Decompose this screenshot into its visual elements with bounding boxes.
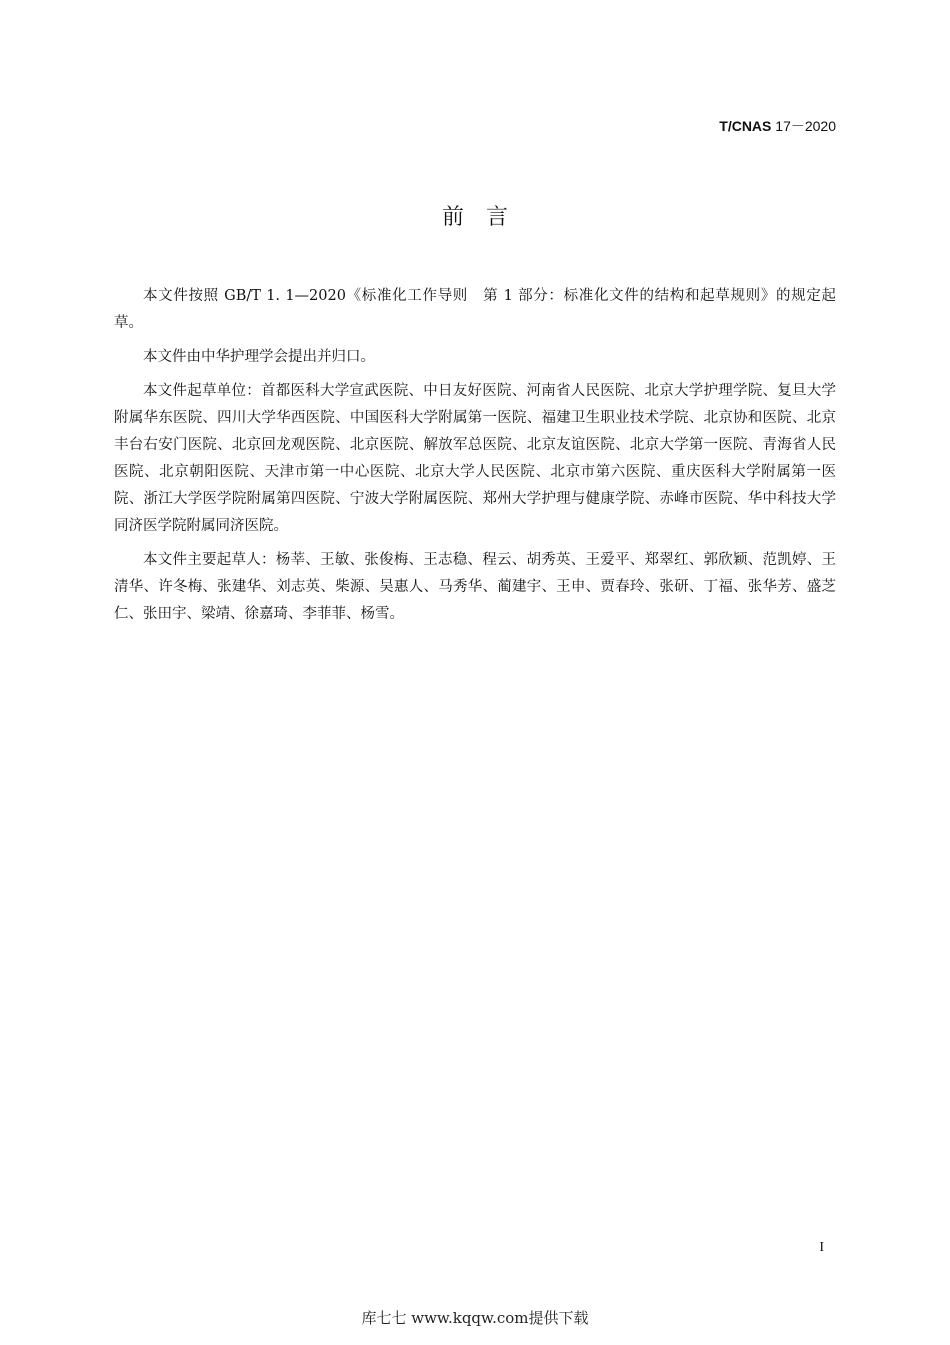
page-title: 前 言 (441, 205, 508, 230)
paragraph-drafting-basis: 本文件按照 GB/T 1. 1—2020《标准化工作导则 第 1 部分：标准化文件的结构和起草规则》的规定起草。 (114, 288, 836, 331)
paragraph-main-drafters: 本文件主要起草人：杨莘、王敏、张俊梅、王志稳、程云、胡秀英、王爱平、郑翠红、郭欣颖、范凯婷、王清华、许冬梅、张建华、刘志英、柴源、吴惠人、马秀华、蔺建宇、王申、贾春玲、张研、丁福、张华芳、盛芝仁、张田宇、梁靖、徐嘉琦、李菲菲、杨雪。 (114, 552, 836, 622)
standard-code (719, 116, 836, 136)
download-watermark: 库七七 www.kqqw.com提供下载 (361, 1309, 589, 1327)
standard-code-number: 17－2020 (771, 118, 836, 134)
paragraph-proposer: 本文件由中华护理学会提出并归口。 (143, 349, 375, 365)
paragraph-drafting-units: 本文件起草单位：首都医科大学宣武医院、中日友好医院、河南省人民医院、北京大学护理学院、复旦大学附属华东医院、四川大学华西医院、中国医科大学附属第一医院、福建卫生职业技术学院、北京协和医院、北京丰台右安门医院、北京回龙观医院、北京医院、解放军总医院、北京友谊医院、北京大学第一医院、青海省人民医院、北京朝阳医院、天津市第一中心医院、北京大学人民医院、北京市第六医院、重庆医科大学附属第一医院、浙江大学医学院附属第四医院、宁波大学附属医院、郑州大学护理与健康学院、赤峰市医院、华中科技大学同济医学院附属同济医院。 (114, 383, 836, 534)
standard-code-prefix: T/CNAS (719, 118, 772, 134)
document-body (114, 283, 836, 635)
page-number: I (819, 1240, 824, 1255)
